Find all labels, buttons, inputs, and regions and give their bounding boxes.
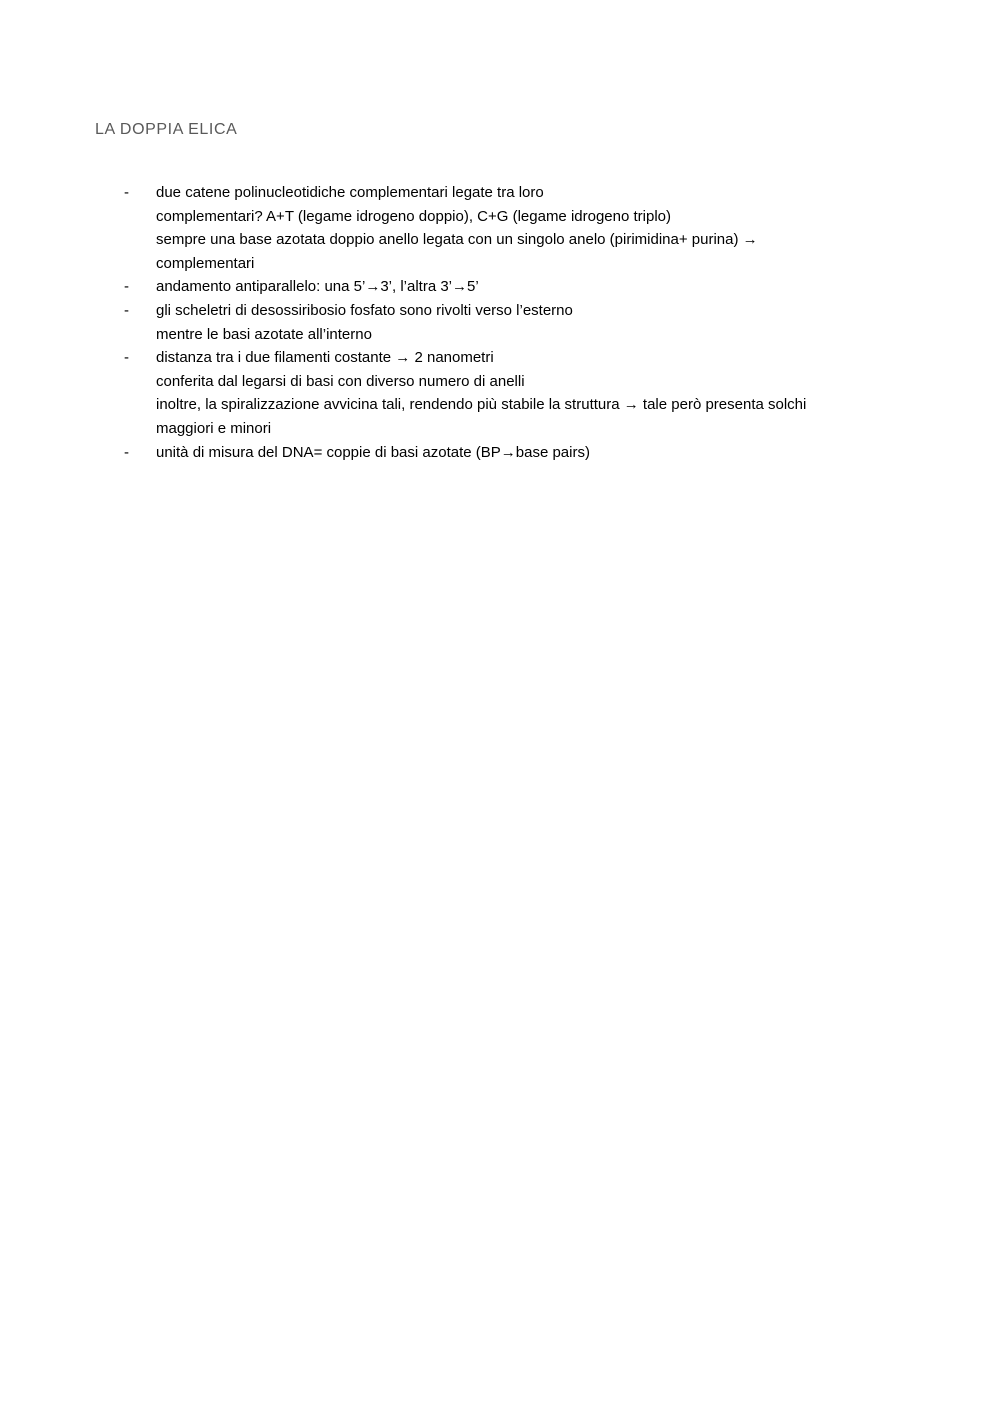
list-item-line: complementari	[156, 254, 255, 272]
list-item-line: andamento antiparallelo: una 5’→3’, l’altra 3’→5’	[156, 278, 479, 296]
document-title: LA DOPPIA ELICA	[95, 121, 238, 138]
list-item-line: sempre una base azotata doppio anello legata con un singolo anelo (pirimidina+ purina) →	[156, 231, 758, 249]
bullet-dash: -	[124, 184, 129, 201]
list-item-line: gli scheletri di desossiribosio fosfato sono rivolti verso l’esterno	[156, 301, 573, 319]
bullet-dash: -	[124, 278, 129, 296]
list-item	[0, 275, 1000, 299]
list-item-line: complementari? A+T (legame idrogeno doppio), C+G (legame idrogeno triplo)	[156, 207, 672, 225]
bullet-list	[0, 181, 1000, 464]
list-item-line: unità di misura del DNA= coppie di basi azotate (BP→base pairs)	[156, 443, 590, 461]
bullet-dash: -	[124, 349, 129, 367]
list-item-line: inoltre, la spiralizzazione avvicina tali, rendendo più stabile la struttura → tale però presenta solchi	[156, 396, 807, 414]
list-item-line: mentre le basi azotate all’interno	[156, 325, 372, 343]
list-item	[0, 441, 1000, 465]
list-item-line: due catene polinucleotidiche complementari legate tra loro	[156, 184, 544, 201]
list-item-line: conferita dal legarsi di basi con diverso numero di anelli	[156, 372, 525, 390]
list-item	[0, 299, 1000, 346]
list-item-line: maggiori e minori	[156, 419, 272, 437]
bullet-dash: -	[124, 443, 129, 461]
bullet-dash: -	[124, 301, 129, 319]
list-item	[0, 181, 1000, 275]
list-item	[0, 346, 1000, 440]
list-item-line: distanza tra i due filamenti costante → 2 nanometri	[156, 349, 494, 367]
